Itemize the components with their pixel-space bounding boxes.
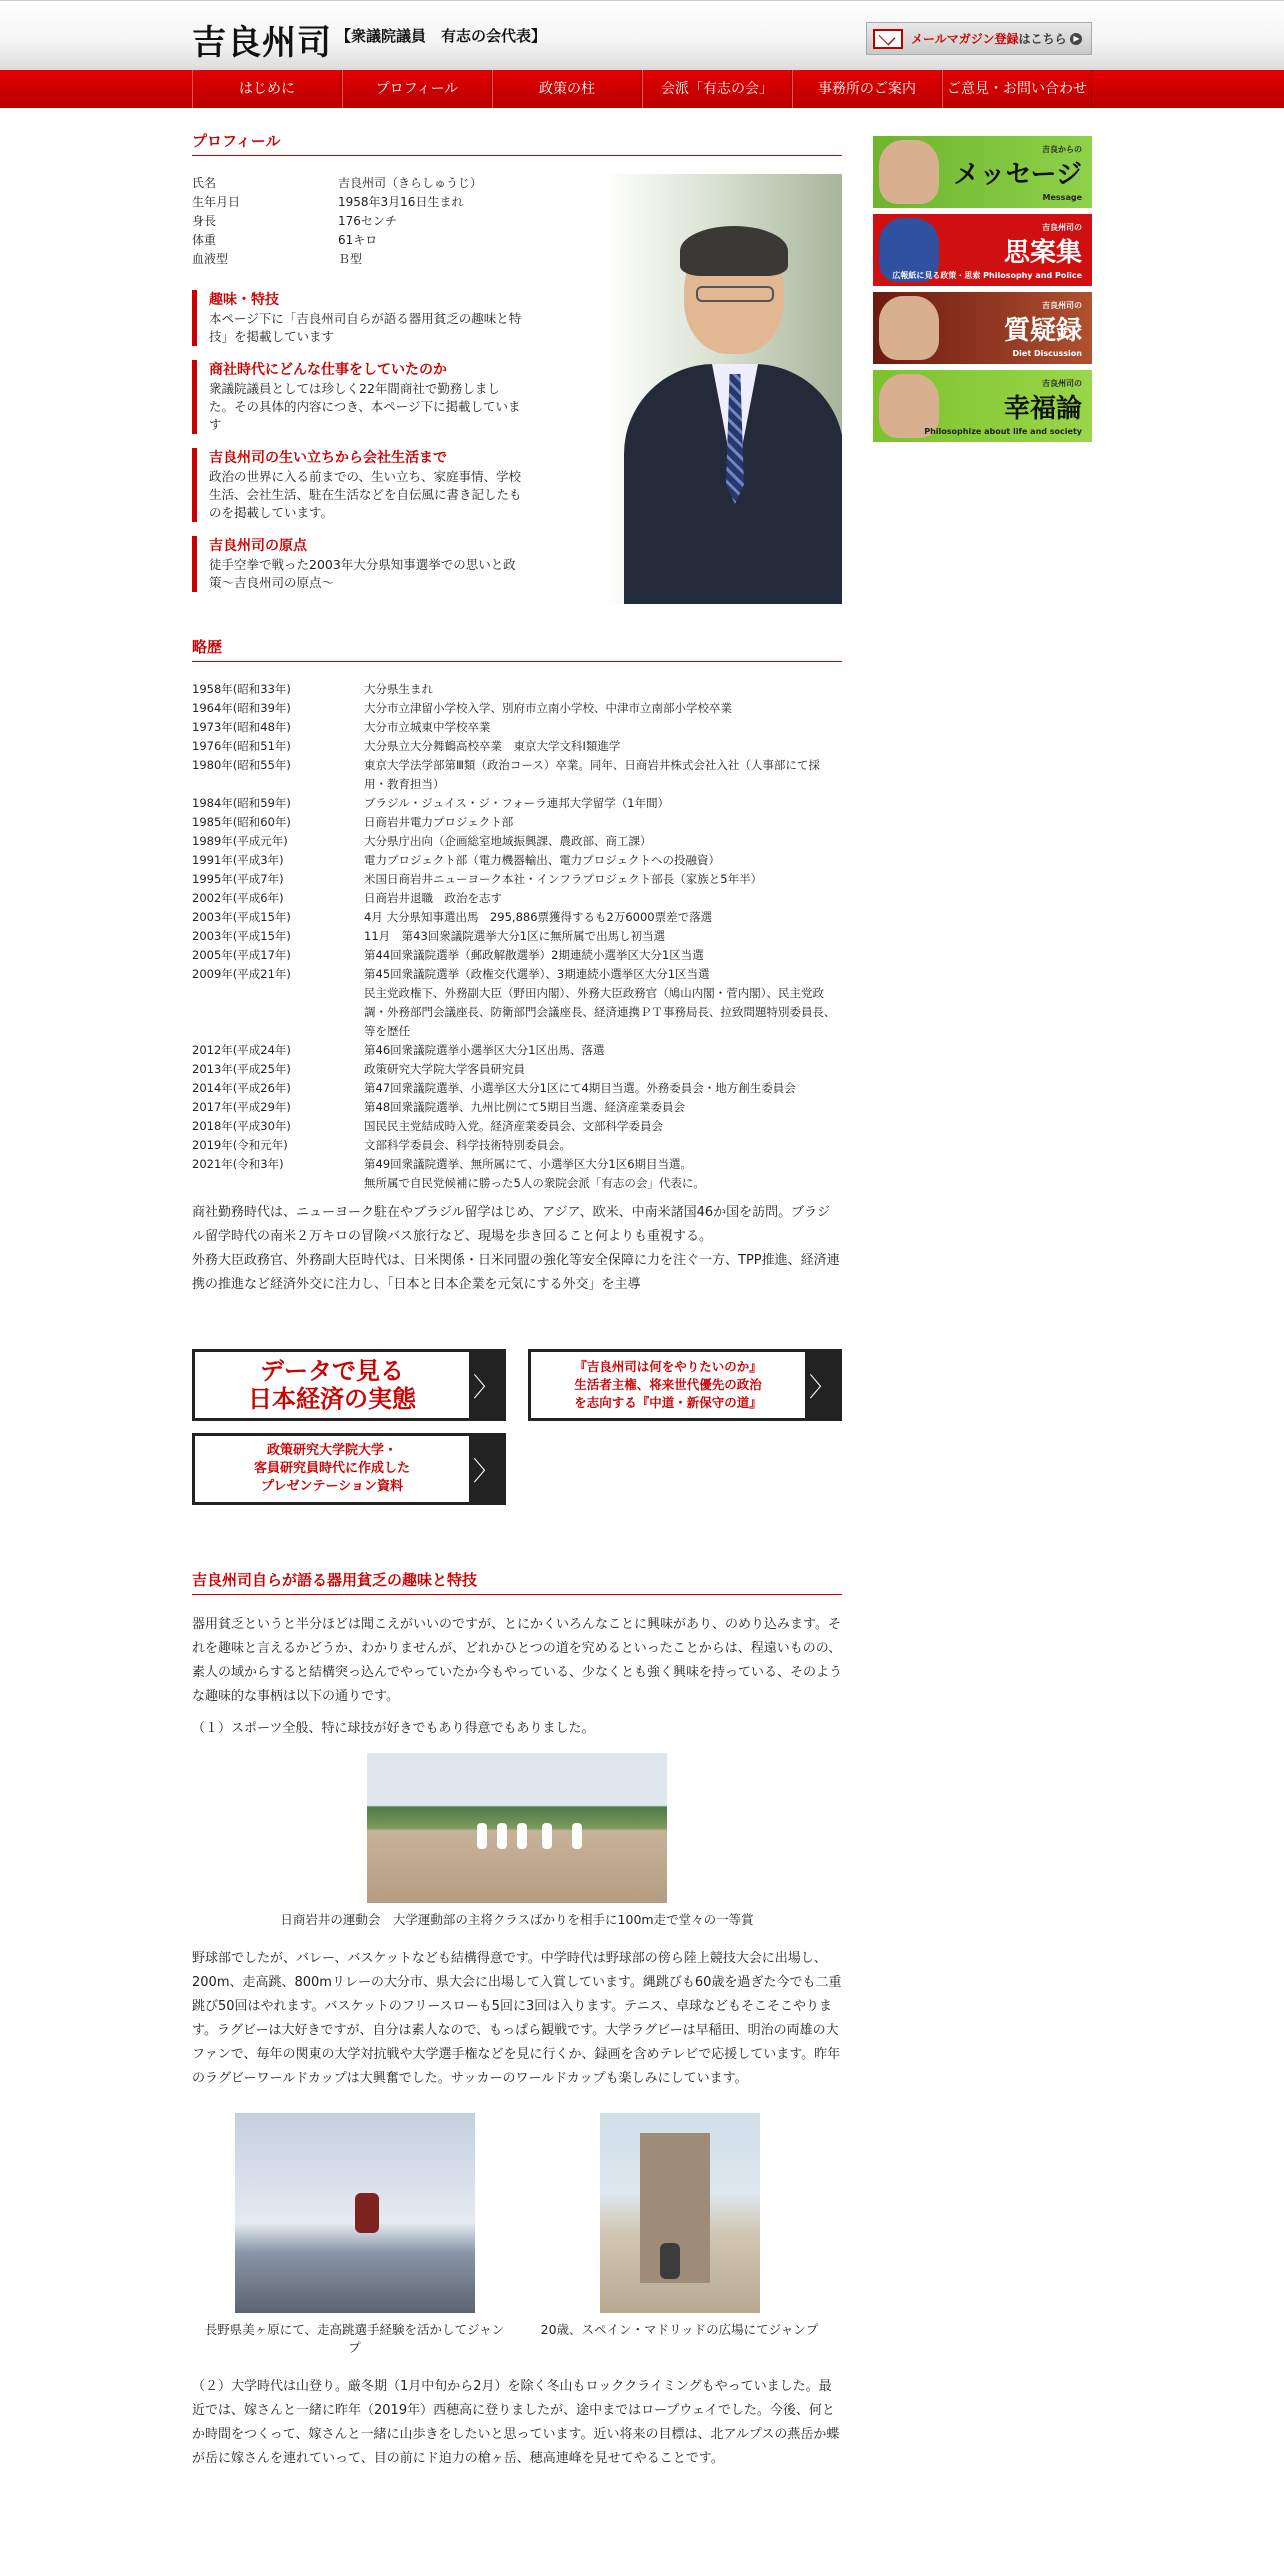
career-text: 第46回衆議院選挙小選挙区大分1区出馬、落選 bbox=[364, 1043, 605, 1057]
career-text: 大分県生まれ bbox=[364, 682, 433, 696]
career-summary bbox=[192, 1201, 842, 1297]
site-header bbox=[0, 0, 1284, 70]
profile-key: 生年月日 bbox=[192, 195, 241, 209]
career-row bbox=[192, 908, 842, 927]
career-row bbox=[192, 1041, 842, 1060]
profile-topic-list bbox=[192, 290, 522, 606]
banner-line: を志向する『中道・新保守の道』 bbox=[574, 1395, 762, 1410]
sidebar-thoughts-banner[interactable] bbox=[873, 214, 1092, 286]
sidebar-banner-small: 吉良州司の bbox=[1042, 301, 1082, 310]
career-row bbox=[192, 889, 842, 908]
career-heading: 略歴 bbox=[192, 636, 842, 662]
career-row bbox=[192, 1174, 842, 1193]
banner-line: 日本経済の実態 bbox=[248, 1385, 416, 1413]
banner-line: 『吉良州司は何をやりたいのか』 bbox=[574, 1359, 762, 1374]
career-text: 4月 大分県知事選出馬 295,886票獲得するも2万6000票差で落選 bbox=[364, 910, 713, 924]
photo-caption: 20歳、スペイン・マドリッドの広場にてジャンプ bbox=[540, 2322, 819, 2337]
profile-row bbox=[192, 193, 482, 212]
profile-key: 氏名 bbox=[192, 176, 217, 190]
chevron-right-icon: 〉 bbox=[469, 1436, 503, 1502]
nav-item-yushi-no-kai[interactable]: 会派「有志の会」 bbox=[642, 70, 792, 108]
main-content bbox=[192, 130, 842, 2471]
career-year: 2003年(平成15年) bbox=[192, 910, 291, 924]
career-text: 日商岩井退職 政治を志す bbox=[364, 891, 502, 905]
career-row bbox=[192, 965, 842, 984]
madrid-jump-photo bbox=[600, 2113, 760, 2313]
profile-table bbox=[192, 174, 482, 269]
profile-section bbox=[192, 174, 842, 614]
topic-hobby[interactable] bbox=[192, 290, 522, 346]
topic-origin[interactable] bbox=[192, 536, 522, 592]
career-year: 2005年(平成17年) bbox=[192, 948, 291, 962]
career-row bbox=[192, 927, 842, 946]
topic-desc: 本ページ下に「吉良州司自らが語る器用貧乏の趣味と特技」を掲載しています bbox=[209, 311, 522, 344]
sports-day-photo bbox=[367, 1753, 667, 1903]
hobby-item-1: （１）スポーツ全般、特に球技が好きでもあり得意でもありました。 bbox=[192, 1721, 595, 1736]
banner-line: 生活者主権、将来世代優先の政治 bbox=[574, 1377, 762, 1392]
career-year: 1995年(平成7年) bbox=[192, 872, 284, 886]
sports-paragraph: 野球部でしたが、バレー、バスケットなども結構得意です。中学時代は野球部の傍ら陸上競技大会に出場し、200m、走高跳、800mリレーの大分市、県大会に出場して入賞しています。縄跳びも60歳を過ぎた今でも二重跳び50回はやれます。バスケットのフリースローも5回に3回は入ります。テニス、卓球などもそこそこやります。ラグビーは大好きですが、自分は素人なので、もっぱら観戦です。大学ラグビーは早稲田、明治の両雄の大ファンで、毎年の関東の大学対抗戦や大学選手権などを見に行くか、録画を含めテレビで応援しています。昨年のラグビーワールドカップは大興奮でした。サッカーのワールドカップも楽しみにしています。 bbox=[192, 1951, 842, 2086]
nav-item-office[interactable]: 事務所のご案内 bbox=[792, 70, 942, 108]
career-year: 2014年(平成26年) bbox=[192, 1081, 291, 1095]
career-text: 日商岩井電力プロジェクト部 bbox=[364, 815, 514, 829]
career-row bbox=[192, 699, 842, 718]
career-text: ブラジル・ジュイス・ジ・フォーラ連邦大学留学（1年間） bbox=[364, 796, 670, 810]
career-summary-line: 外務大臣政務官、外務副大臣時代は、日米関係・日米同盟の強化等安全保障に力を注ぐ一方、TPP推進、経済連携の推進など経済外交に注力し、「日本と日本企業を元気にする外交」を主導 bbox=[192, 1253, 840, 1292]
career-text: 第48回衆議院選挙、九州比例にて5期目当選、経済産業委員会 bbox=[364, 1100, 685, 1114]
profile-value: 61キロ bbox=[338, 233, 378, 247]
chevron-right-icon: 〉 bbox=[805, 1352, 839, 1418]
career-row bbox=[192, 1060, 842, 1079]
career-year: 2012年(平成24年) bbox=[192, 1043, 291, 1057]
mail-magazine-button[interactable] bbox=[866, 22, 1092, 55]
career-row bbox=[192, 813, 842, 832]
sidebar-banner-small: 吉良州司の bbox=[1042, 223, 1082, 232]
profile-value: Ｂ型 bbox=[338, 252, 363, 266]
career-row bbox=[192, 832, 842, 851]
career-text: 第49回衆議院選挙、無所属にて、小選挙区大分1区6期目当選。 bbox=[364, 1157, 693, 1171]
profile-row bbox=[192, 231, 482, 250]
chevron-right-icon: 〉 bbox=[469, 1352, 503, 1418]
banner-line: 政策研究大学院大学・ bbox=[266, 1443, 397, 1458]
nav-item-contact[interactable]: ご意見・お問い合わせ bbox=[942, 70, 1092, 108]
career-year: 2021年(令和3年) bbox=[192, 1157, 284, 1171]
nav-item-intro[interactable]: はじめに bbox=[192, 70, 342, 108]
career-text: 東京大学法学部第Ⅲ類（政治コース）卒業。同年、日商岩井株式会社入社（人事部にて採用・教育担当） bbox=[364, 758, 820, 791]
career-year: 1980年(昭和55年) bbox=[192, 758, 291, 772]
career-text: 政策研究大学院大学客員研究員 bbox=[364, 1062, 525, 1076]
sidebar-banner-title: 幸福論 bbox=[1003, 394, 1082, 424]
profile-value: 吉良州司（きらしゅうじ） bbox=[338, 176, 483, 190]
sidebar-banner-small: 吉良州司の bbox=[1042, 379, 1082, 388]
topic-desc: 衆議院議員としては珍しく22年間商社で勤務しました。その具体的内容につき、本ページ下に掲載しています bbox=[209, 381, 521, 432]
photo-caption: 日商岩井の運動会 大学運動部の主将クラスばかりを相手に100m走で堂々の一等賞 bbox=[280, 1912, 754, 1927]
sidebar-diet-qa-banner[interactable] bbox=[873, 292, 1092, 364]
career-row bbox=[192, 1098, 842, 1117]
mail-icon bbox=[873, 29, 903, 49]
photo-block-utsukushigahara bbox=[205, 2113, 505, 2357]
topic-desc: 徒手空拳で戦った2003年大分県知事選挙での思いと政策～吉良州司の原点～ bbox=[209, 557, 516, 590]
career-year: 1984年(昭和59年) bbox=[192, 796, 291, 810]
profile-key: 血液型 bbox=[192, 252, 229, 266]
career-year: 1989年(平成元年) bbox=[192, 834, 288, 848]
career-table bbox=[192, 680, 842, 1193]
profile-row bbox=[192, 174, 482, 193]
banner-line: 客員研究員時代に作成した bbox=[253, 1461, 410, 1476]
career-year: 2019年(令和元年) bbox=[192, 1138, 288, 1152]
career-year: 2009年(平成21年) bbox=[192, 967, 291, 981]
sidebar-banner-title: メッセージ bbox=[953, 160, 1082, 190]
career-text: 民主党政権下、外務副大臣（野田内閣）、外務大臣政務官（鳩山内閣・菅内閣）、民主党政調・外務部門会議座長、防衛部門会議座長、経済連携ＰＴ事務局長、拉致問題特別委員長、等を歴任 bbox=[364, 986, 836, 1038]
career-row bbox=[192, 680, 842, 699]
career-year bbox=[192, 984, 364, 1041]
sidebar-banner-title: 質疑録 bbox=[1003, 316, 1082, 346]
sidebar bbox=[873, 136, 1092, 448]
topic-title[interactable]: 吉良州司の生い立ちから会社生活まで bbox=[209, 450, 447, 466]
topic-biography[interactable] bbox=[192, 448, 522, 522]
hobby-intro: 器用貧乏というと半分ほどは聞こえがいいのですが、とにかくいろんなことに興味があり、のめり込みます。それを趣味と言えるかどうか、わかりませんが、どれかひとつの道を究めるといったことからは、程遠いものの、素人の域からすると結構突っ込んでやっていたか今もやっている、少なくとも強く興味を持っている、そのような趣味的な事柄は以下の通りです。 bbox=[192, 1617, 843, 1704]
topic-trading-company[interactable] bbox=[192, 360, 522, 434]
career-year: 2017年(平成29年) bbox=[192, 1100, 291, 1114]
profile-key: 体重 bbox=[192, 233, 217, 247]
profile-row bbox=[192, 212, 482, 231]
career-text: 大分県庁出向（企画総室地域振興課、農政部、商工課） bbox=[364, 834, 652, 848]
nav-item-profile[interactable]: プロフィール bbox=[342, 70, 492, 108]
career-row bbox=[192, 1136, 842, 1155]
career-row bbox=[192, 718, 842, 737]
career-row bbox=[192, 756, 842, 794]
career-text: 第44回衆議院選挙（郵政解散選挙）2期連続小選挙区大分1区当選 bbox=[364, 948, 704, 962]
banner-line: プレゼンテーション資料 bbox=[261, 1479, 403, 1494]
career-text: 第45回衆議院選挙（政権交代選挙）、3期連続小選挙区大分1区当選 bbox=[364, 967, 710, 981]
feature-banners bbox=[192, 1349, 842, 1519]
sidebar-banner-sub: Message bbox=[1042, 193, 1082, 202]
career-section bbox=[192, 636, 842, 1297]
mail-magazine-label bbox=[911, 30, 1066, 47]
career-text: 大分県立大分舞鶴高校卒業 東京大学文科Ⅰ類進学 bbox=[364, 739, 621, 753]
profile-value: 176センチ bbox=[338, 214, 397, 228]
career-row bbox=[192, 851, 842, 870]
career-row bbox=[192, 946, 842, 965]
portrait-photo bbox=[604, 174, 842, 604]
sidebar-happiness-banner[interactable] bbox=[873, 370, 1092, 442]
career-text: 文部科学委員会、科学技術特別委員会。 bbox=[364, 1138, 571, 1152]
career-year: 1991年(平成3年) bbox=[192, 853, 284, 867]
topic-title[interactable]: 吉良州司の原点 bbox=[209, 538, 307, 554]
arrow-right-icon: ▶ bbox=[1070, 33, 1082, 45]
photo-block-sports-day bbox=[192, 1741, 842, 1929]
career-row bbox=[192, 984, 842, 1041]
sidebar-banner-title: 思案集 bbox=[1003, 238, 1082, 268]
sidebar-banner-sub: Diet Discussion bbox=[1012, 349, 1082, 358]
profile-row bbox=[192, 250, 482, 269]
photo-block-madrid bbox=[530, 2113, 830, 2357]
career-year: 1964年(昭和39年) bbox=[192, 701, 291, 715]
hobby-item-2: （２）大学時代は山登り。厳冬期（1月中旬から2月）を除く冬山もロッククライミングもやっていました。最近では、嫁さんと一緒に昨年（2019年）西穂高に登りましたが、途中まではロープウェイでした。今後、何とか時間をつくって、嫁さんと一緒に山歩きをしたいと思っています。近い将来の目標は、北アルプスの燕岳か蝶が岳に嫁さんを連れていって、目の前にド迫力の槍ヶ岳、穂高連峰を見せてやることです。 bbox=[192, 2379, 840, 2466]
site-subtitle: 【衆議院議員 有志の会代表】 bbox=[336, 27, 547, 45]
mail-label-red: メールマガジン登録 bbox=[911, 32, 1019, 46]
japan-economy-data-banner[interactable] bbox=[192, 1349, 506, 1421]
career-text: 無所属で自民党候補に勝った5人の衆院会派「有志の会」代表に。 bbox=[364, 1176, 705, 1190]
mail-label-dark: はこちら bbox=[1018, 32, 1067, 46]
nav-item-policy[interactable]: 政策の柱 bbox=[492, 70, 642, 108]
presentation-materials-banner[interactable] bbox=[192, 1433, 506, 1505]
hobby-section bbox=[192, 1569, 842, 2471]
career-summary-line: 商社勤務時代は、ニューヨーク駐在やブラジル留学はじめ、アジア、欧米、中南米諸国46か国を訪問。ブラジル留学時代の南米２万キロの冒険バス旅行など、現場を歩き回ること何よりも重視する。 bbox=[192, 1205, 831, 1244]
sidebar-banner-sub: Philosophize about life and society bbox=[924, 427, 1082, 436]
sidebar-banner-sub: 広報紙に見る政策・思索 Philosophy and Police bbox=[892, 271, 1082, 280]
career-year: 1973年(昭和48年) bbox=[192, 720, 291, 734]
career-year bbox=[192, 1174, 364, 1193]
sidebar-banner-small: 吉良からの bbox=[1042, 145, 1082, 154]
sidebar-message-banner[interactable] bbox=[873, 136, 1092, 208]
kira-vision-banner[interactable] bbox=[528, 1349, 842, 1421]
career-row bbox=[192, 1155, 842, 1174]
career-year: 2018年(平成30年) bbox=[192, 1119, 291, 1133]
career-year: 2013年(平成25年) bbox=[192, 1062, 291, 1076]
career-text: 大分市立津留小学校入学、別府市立南小学校、中津市立南部小学校卒業 bbox=[364, 701, 732, 715]
profile-value: 1958年3月16日生まれ bbox=[338, 195, 464, 209]
profile-key: 身長 bbox=[192, 214, 217, 228]
topic-desc: 政治の世界に入る前までの、生い立ち、家庭事情、学校生活、会社生活、駐在生活などを自伝風に書き記したものを掲載しています。 bbox=[209, 469, 522, 520]
global-nav bbox=[0, 70, 1284, 108]
career-text: 電力プロジェクト部（電力機器輸出、電力プロジェクトへの投融資） bbox=[364, 853, 721, 867]
career-text: 第47回衆議院選挙、小選挙区大分1区にて4期目当選。外務委員会・地方創生委員会 bbox=[364, 1081, 796, 1095]
career-text: 国民民主党結成時入党。経済産業委員会、文部科学委員会 bbox=[364, 1119, 663, 1133]
photo-caption: 長野県美ヶ原にて、走高跳選手経験を活かしてジャンプ bbox=[204, 2322, 505, 2355]
career-year: 2002年(平成6年) bbox=[192, 891, 284, 905]
photo-row-jumps bbox=[192, 2113, 842, 2357]
career-year: 1958年(昭和33年) bbox=[192, 682, 291, 696]
career-text: 大分市立城東中学校卒業 bbox=[364, 720, 491, 734]
utsukushigahara-jump-photo bbox=[235, 2113, 475, 2313]
profile-heading: プロフィール bbox=[192, 130, 842, 156]
career-text: 米国日商岩井ニューヨーク本社・インフラプロジェクト部長（家族と5年半） bbox=[364, 872, 763, 886]
career-row bbox=[192, 870, 842, 889]
topic-title[interactable]: 商社時代にどんな仕事をしていたのか bbox=[209, 362, 447, 378]
career-year: 1976年(昭和51年) bbox=[192, 739, 291, 753]
site-title[interactable]: 吉良州司 bbox=[192, 23, 332, 63]
career-row bbox=[192, 794, 842, 813]
career-row bbox=[192, 1117, 842, 1136]
topic-title[interactable]: 趣味・特技 bbox=[209, 292, 279, 308]
career-row bbox=[192, 1079, 842, 1098]
banner-line: データで見る bbox=[260, 1357, 404, 1385]
career-text: 11月 第43回衆議院選挙大分1区に無所属で出馬し初当選 bbox=[364, 929, 666, 943]
career-row bbox=[192, 737, 842, 756]
career-year: 2003年(平成15年) bbox=[192, 929, 291, 943]
career-year: 1985年(昭和60年) bbox=[192, 815, 291, 829]
hobby-heading: 吉良州司自らが語る器用貧乏の趣味と特技 bbox=[192, 1569, 842, 1595]
